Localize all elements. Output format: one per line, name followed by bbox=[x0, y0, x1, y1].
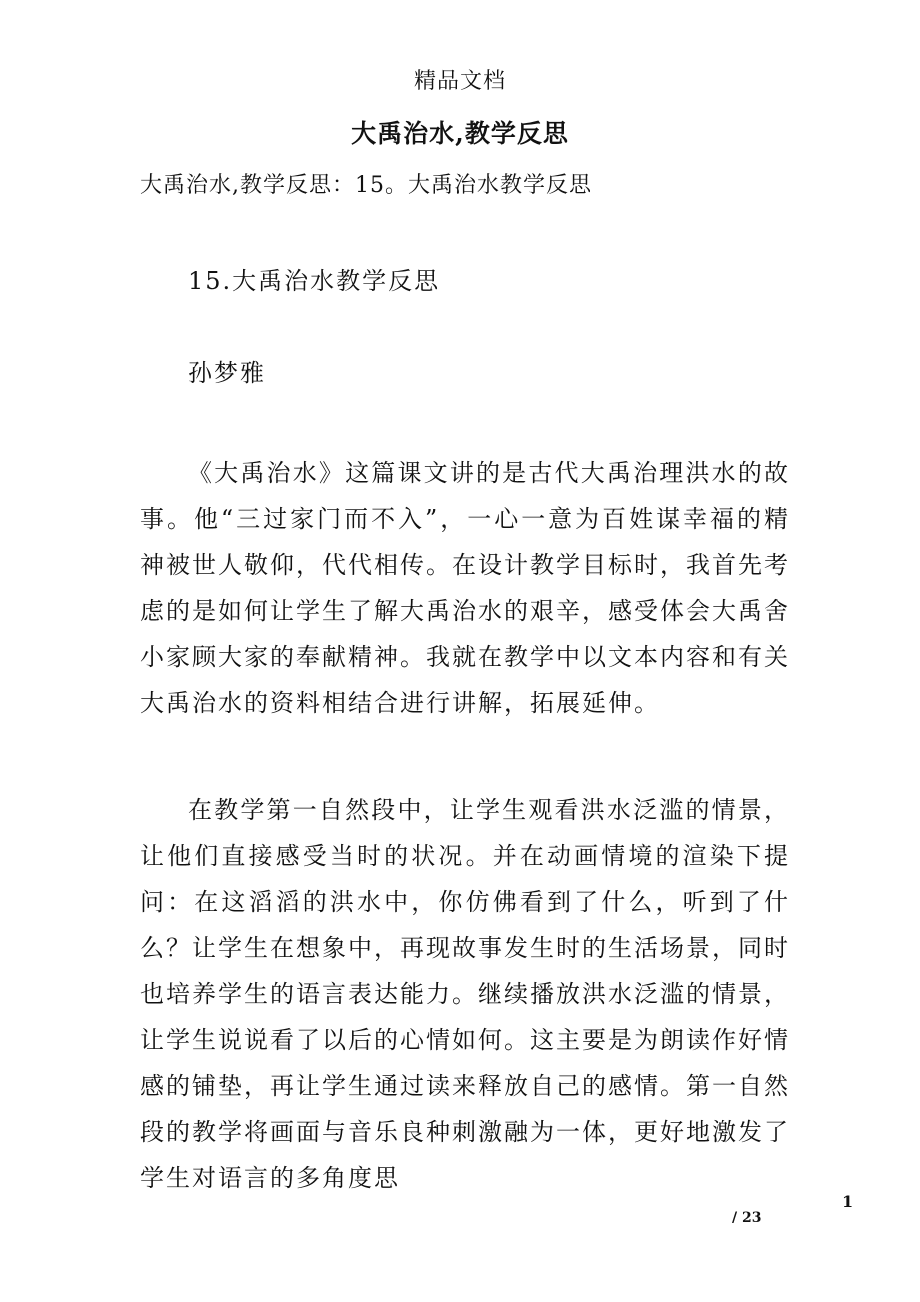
paragraph-2: 在教学第一自然段中，让学生观看洪水泛滥的情景，让他们直接感受当时的状况。并在动画情境的渲染下提问：在这滔滔的洪水中，你仿佛看到了什么，听到了什么？让学生在想象中，再现故事发生时的生活场景，同时也培养学生的语言表达能力。继续播放洪水泛滥的情景，让学生说说看了以后的心情如何。这主要是为朗读作好情感的铺垫，再让学生通过读来释放自己的感情。第一自然段的教学将画面与音乐良种刺激融为一体，更好地激发了学生对语言的多角度思 bbox=[140, 796, 790, 1192]
page-number: 1 bbox=[842, 1192, 854, 1211]
author-name: 孙梦雅 bbox=[188, 359, 266, 387]
section-heading: 15.大禹治水教学反思 bbox=[188, 267, 441, 295]
document-subtitle: 大禹治水,教学反思：15。大禹治水教学反思 bbox=[140, 173, 592, 198]
document-title: 大禹治水,教学反思 bbox=[351, 119, 569, 148]
paragraph-1: 《大禹治水》这篇课文讲的是古代大禹治理洪水的故事。他“三过家门而不入”，一心一意为百姓谋幸福的精神被世人敬仰，代代相传。在设计教学目标时，我首先考虑的是如何让学生了解大禹治水的艰辛，感受体会大禹舍小家顾大家的奉献精神。我就在教学中以文本内容和有关大禹治水的资料相结合进行讲解，拓展延伸。 bbox=[140, 459, 790, 717]
page-total: / 23 bbox=[732, 1210, 762, 1226]
document-header: 精品文档 bbox=[413, 69, 506, 94]
